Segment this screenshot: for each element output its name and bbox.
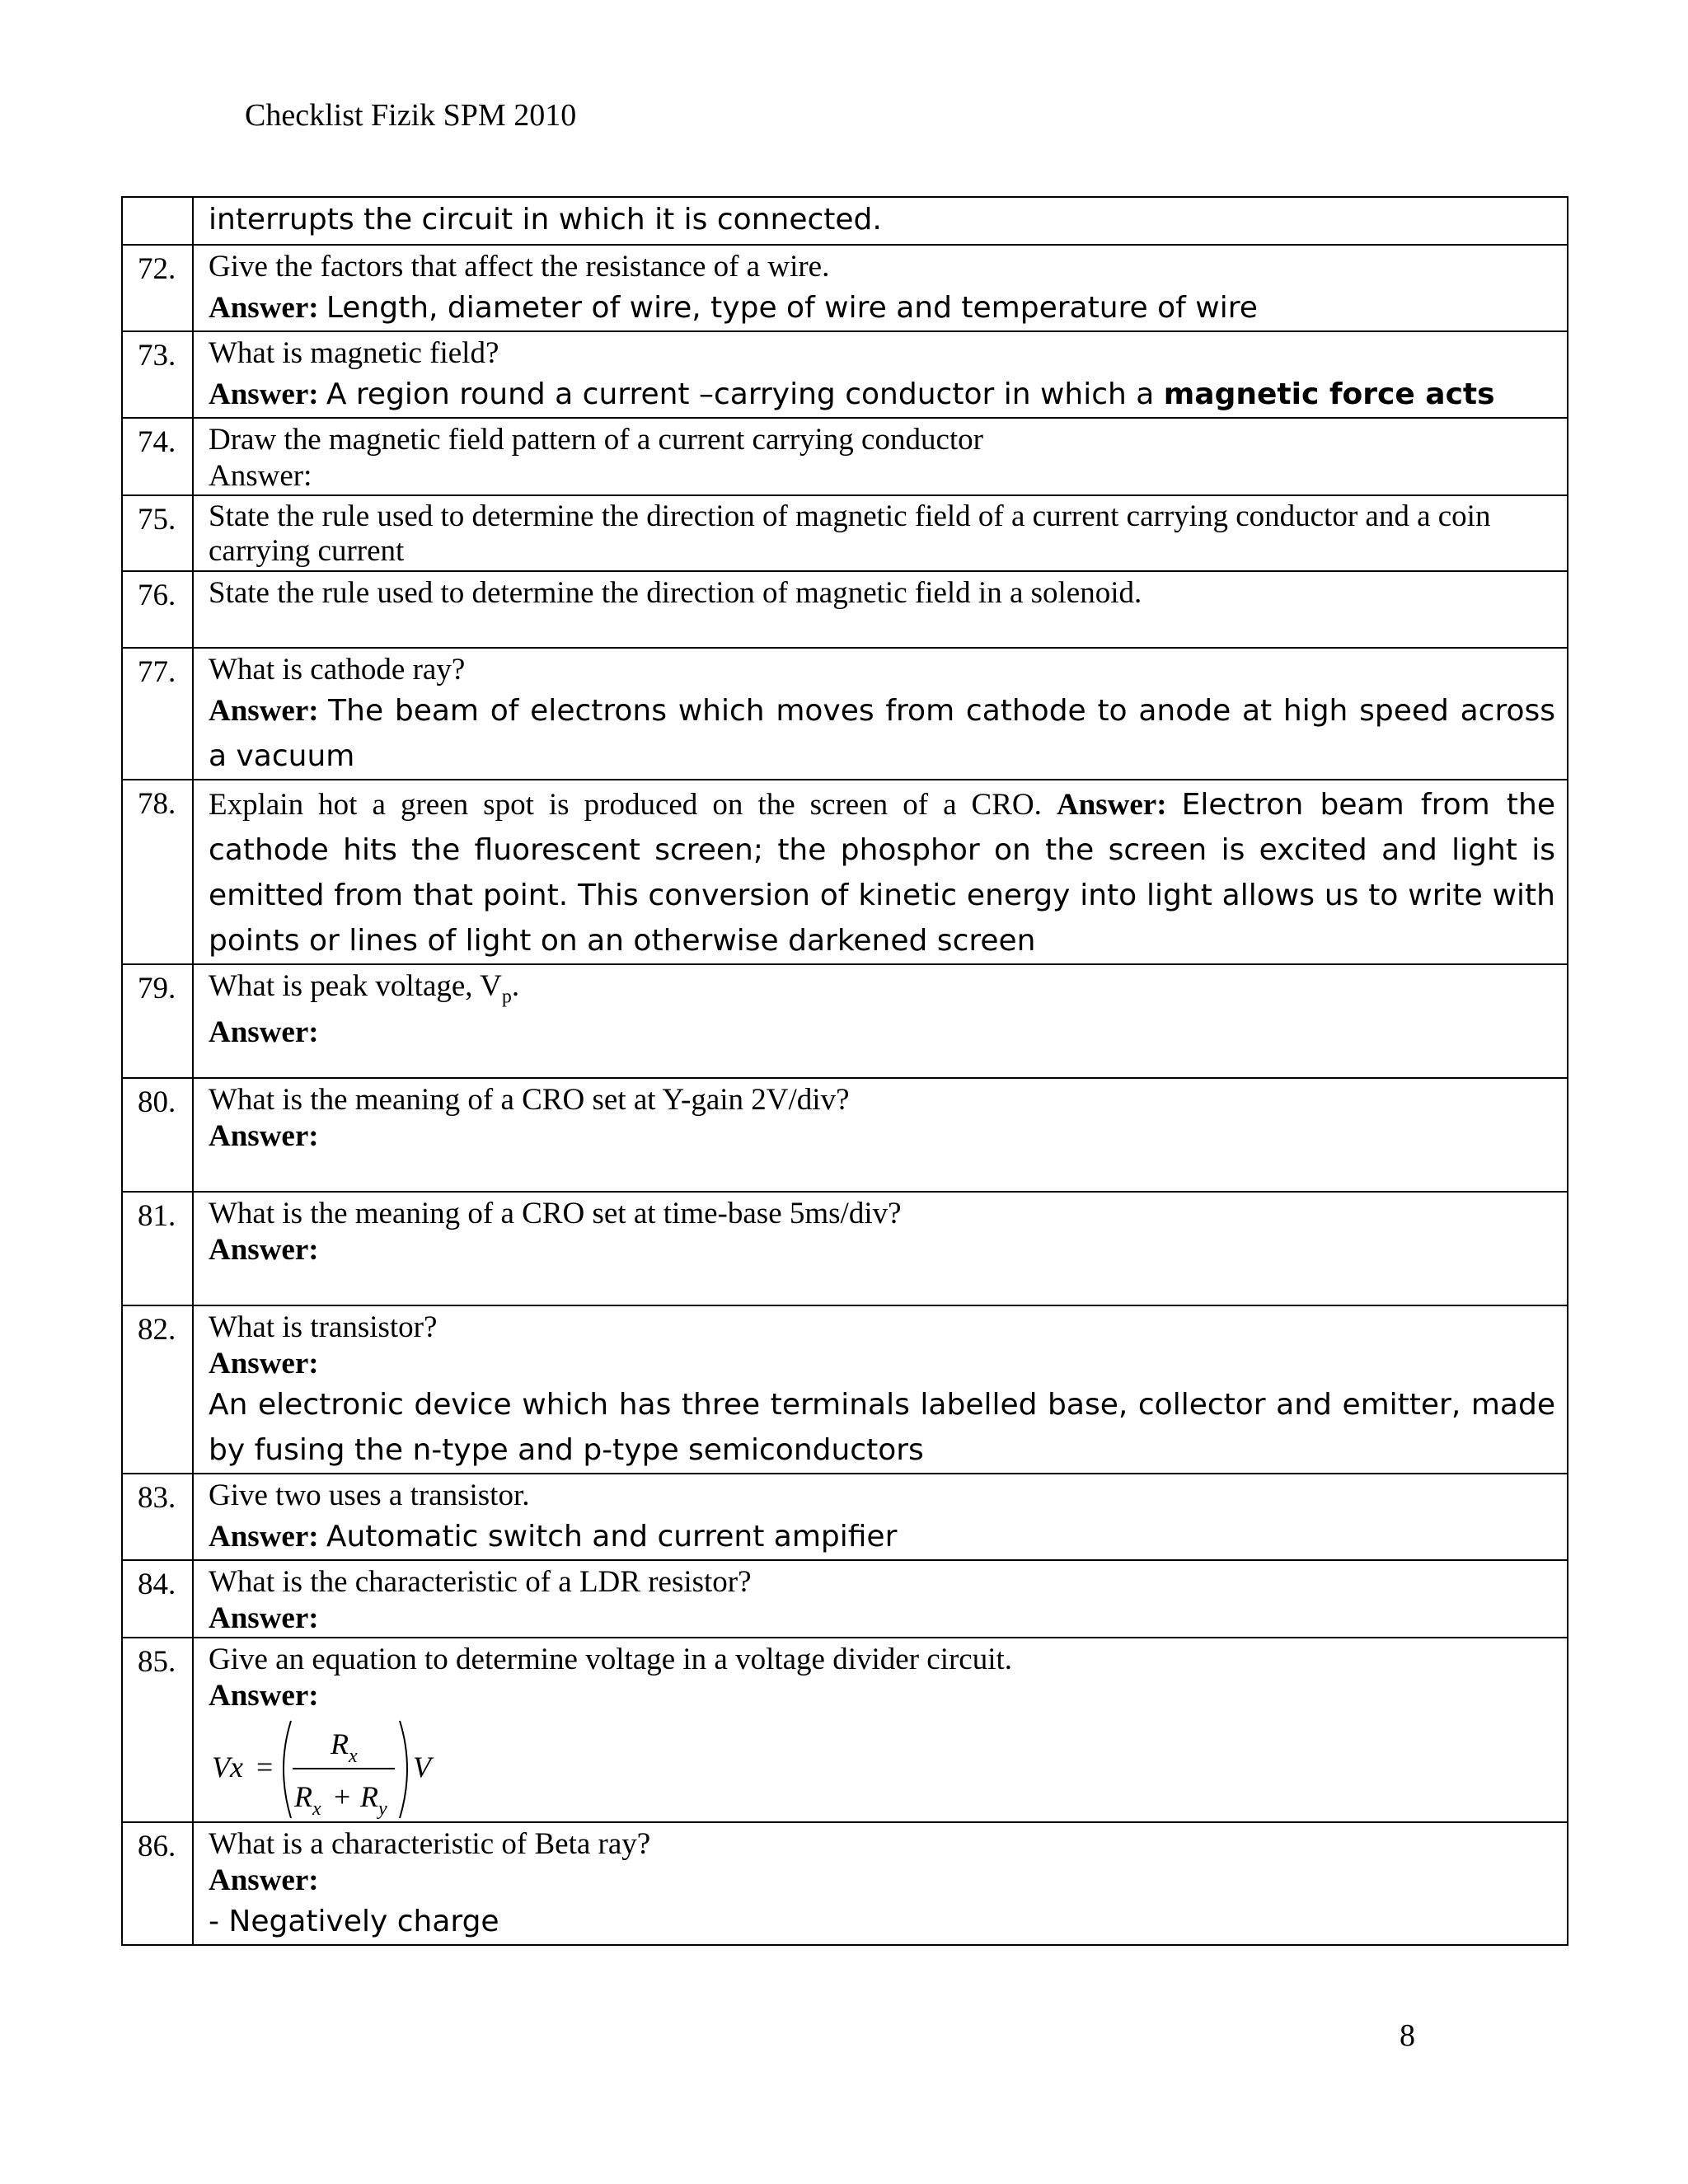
question-subscript: p <box>501 986 512 1008</box>
answer-label: Answer: <box>209 291 319 325</box>
answer-line <box>209 1514 1555 1559</box>
formula-tail: V <box>413 1750 431 1783</box>
item-number: 83. <box>122 1474 193 1560</box>
answer-line <box>209 372 1555 417</box>
formula-graphic <box>209 1718 472 1821</box>
table-row <box>122 780 1568 964</box>
table-row <box>122 1822 1568 1945</box>
question-text: What is magnetic field? <box>209 336 499 370</box>
answer-label: Answer: <box>209 1119 319 1153</box>
question-text: Draw the magnetic field pattern of a current carrying conductor <box>209 423 983 457</box>
answer-text: An electronic device which has three terminals labelled base, collector and emitter, made by fusing the n-type and p-type semiconductors <box>209 1388 1555 1467</box>
answer-label: Answer: <box>209 459 312 493</box>
formula-equals: = <box>256 1750 274 1783</box>
answer-line <box>209 688 1555 779</box>
right-parenthesis <box>400 1721 407 1818</box>
formula-denominator-a-sub: x <box>312 1798 321 1820</box>
item-body <box>193 197 1568 245</box>
formula-numerator-sub: x <box>349 1746 358 1767</box>
item-number <box>122 197 193 245</box>
question-text <box>209 965 1555 1015</box>
answer-label: Answer: <box>209 1601 319 1635</box>
item-body <box>193 1822 1568 1945</box>
question-text-main: What is peak voltage, V <box>209 969 502 1003</box>
formula-denominator-b: R <box>360 1780 378 1813</box>
table-row <box>122 964 1568 1078</box>
answer-text: Electron beam from the cathode hits the fluorescent screen; the phosphor on the screen is excited and light is emitted from that point. This conversion of kinetic energy into light allows us to write with points or lines of light on an otherwise darkened screen <box>209 788 1555 958</box>
item-body <box>193 1638 1568 1822</box>
item-body <box>193 1305 1568 1474</box>
voltage-divider-formula <box>209 1718 1555 1821</box>
question-text: State the rule used to determine the direction of magnetic field of a current carrying conductor and a coin carrying current <box>209 499 1491 568</box>
answer-text: A region round a current –carrying conductor in which a <box>326 377 1164 411</box>
continuation-text: interrupts the circuit in which it is connected. <box>209 203 882 237</box>
answer-text: Automatic switch and current ampifier <box>326 1520 898 1554</box>
formula-denominator-a: R <box>294 1780 312 1813</box>
item-number: 73. <box>122 331 193 418</box>
item-number: 82. <box>122 1305 193 1474</box>
item-body <box>193 964 1568 1078</box>
answer-label: Answer: <box>209 1233 319 1267</box>
table-row <box>122 245 1568 331</box>
question-text: Give two uses a transistor. <box>209 1479 530 1512</box>
answer-label: Answer: <box>209 694 319 728</box>
question-text: What is the characteristic of a LDR resistor? <box>209 1565 752 1599</box>
table-row <box>122 571 1568 648</box>
item-body <box>193 495 1568 571</box>
answer-label: Answer: <box>209 1347 319 1380</box>
item-number: 81. <box>122 1192 193 1305</box>
table-row <box>122 1560 1568 1638</box>
left-parenthesis <box>284 1721 291 1818</box>
table-row <box>122 331 1568 418</box>
item-number: 80. <box>122 1078 193 1192</box>
table-row <box>122 1638 1568 1822</box>
answer-line <box>209 285 1555 330</box>
answer-emphasis: magnetic force acts <box>1163 377 1495 411</box>
question-text: Give the factors that affect the resistance of a wire. <box>209 250 830 284</box>
item-number: 84. <box>122 1560 193 1638</box>
table-row <box>122 1305 1568 1474</box>
item-number: 86. <box>122 1822 193 1945</box>
table-row <box>122 648 1568 780</box>
item-body <box>193 245 1568 331</box>
answer-label: Answer: <box>209 1015 319 1050</box>
table-row <box>122 418 1568 495</box>
item-number: 78. <box>122 780 193 964</box>
item-number: 75. <box>122 495 193 571</box>
answer-label: Answer: <box>209 377 319 411</box>
item-number: 85. <box>122 1638 193 1822</box>
item-body <box>193 780 1568 964</box>
item-number: 76. <box>122 571 193 648</box>
question-text: What is transistor? <box>209 1310 438 1344</box>
table-row <box>122 495 1568 571</box>
page-header: Checklist Fizik SPM 2010 <box>245 98 577 133</box>
question-text: What is a characteristic of Beta ray? <box>209 1827 651 1861</box>
answer-label: Answer: <box>209 1520 319 1554</box>
answer-text: Length, diameter of wire, type of wire and temperature of wire <box>326 291 1258 325</box>
question-text: Give an equation to determine voltage in a voltage divider circuit. <box>209 1643 1013 1676</box>
answer-line <box>209 780 1555 963</box>
question-table <box>121 196 1568 1946</box>
question-text: State the rule used to determine the direction of magnetic field in a solenoid. <box>209 576 1142 610</box>
item-body <box>193 1474 1568 1560</box>
table-row <box>122 1192 1568 1305</box>
question-text: What is the meaning of a CRO set at time-base 5ms/div? <box>209 1197 902 1230</box>
formula-numerator: R <box>331 1727 349 1760</box>
item-body <box>193 571 1568 648</box>
item-number: 79. <box>122 964 193 1078</box>
answer-label: Answer: <box>1056 788 1167 822</box>
formula-lhs: Vx <box>212 1750 243 1783</box>
item-number: 74. <box>122 418 193 495</box>
question-text: Explain hot a green spot is produced on the screen of a CRO. <box>209 788 1042 822</box>
question-text: What is the meaning of a CRO set at Y-gain 2V/div? <box>209 1083 850 1117</box>
item-body <box>193 1192 1568 1305</box>
item-body <box>193 331 1568 418</box>
formula-denominator-b-sub: y <box>378 1798 387 1820</box>
table-row <box>122 1078 1568 1192</box>
item-body <box>193 1560 1568 1638</box>
page-number: 8 <box>1400 2018 1415 2053</box>
question-text-end: . <box>511 969 520 1003</box>
table-row <box>122 1474 1568 1560</box>
item-body <box>193 1078 1568 1192</box>
answer-label: Answer: <box>209 1679 319 1713</box>
item-number: 77. <box>122 648 193 780</box>
formula-plus: + <box>334 1780 351 1813</box>
question-text: What is cathode ray? <box>209 653 466 687</box>
answer-text: The beam of electrons which moves from cathode to anode at high speed across a vacuum <box>209 694 1556 773</box>
table-row <box>122 197 1568 245</box>
item-body <box>193 648 1568 780</box>
answer-text: - Negatively charge <box>209 1905 499 1938</box>
item-body <box>193 418 1568 495</box>
answer-label: Answer: <box>209 1863 319 1897</box>
item-number: 72. <box>122 245 193 331</box>
